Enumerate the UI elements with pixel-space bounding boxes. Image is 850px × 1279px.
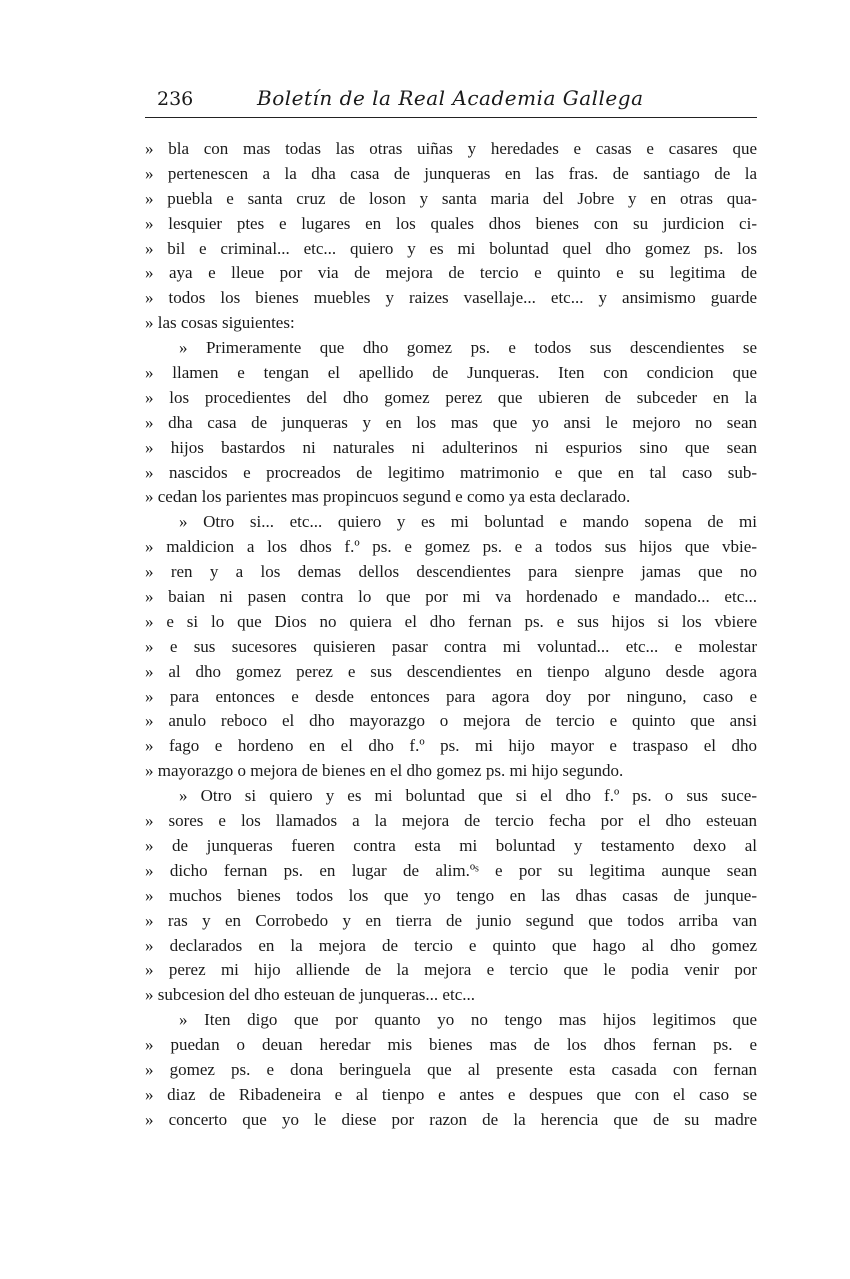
text-line: » gomez ps. e dona beringuela que al presente esta casada con fernan [145, 1059, 757, 1079]
text-line: » bil e criminal... etc... quiero y es mi boluntad quel dho gomez ps. los [145, 238, 757, 258]
text-line: » e sus sucesores quisieren pasar contra mi voluntad... etc... e molestar [145, 636, 757, 656]
text-line: » al dho gomez perez e sus descendientes en tienpo alguno desde agora [145, 661, 757, 681]
text-line: » puedan o deuan heredar mis bienes mas de los dhos fernan ps. e [145, 1035, 757, 1055]
text-line: » Otro si... etc... quiero y es mi boluntad e mando sopena de mi [179, 512, 757, 532]
text-line: » bla con mas todas las otras uiñas y heredades e casas e casares que [145, 139, 757, 158]
text-line: » las cosas siguientes: [145, 313, 295, 333]
text-line: » fago e hordeno en el dho f.º ps. mi hijo mayor e traspaso el dho [145, 736, 757, 756]
text-line: » mayorazgo o mejora de bienes en el dho gomez ps. mi hijo segundo. [145, 761, 624, 781]
text-line: » e si lo que Dios no quiera el dho fernan ps. e sus hijos si los vbiere [145, 611, 757, 631]
page-header [145, 86, 757, 116]
text-line: » hijos bastardos ni naturales ni adulterinos ni espurios sino que sean [145, 437, 757, 457]
body-text [145, 137, 757, 1133]
running-title: Boletín de la Real Academia Gallega [257, 86, 644, 110]
text-line: » puebla e santa cruz de loson y santa maria del Jobre y en otras qua- [145, 188, 757, 208]
text-line: » dicho fernan ps. en lugar de alim.ºˢ e por su legitima aunque sean [145, 860, 757, 880]
text-line: » anulo reboco el dho mayorazgo o mejora de tercio e quinto que ansi [145, 711, 757, 731]
text-line: » concerto que yo le diese por razon de la herencia que de su madre [145, 1109, 757, 1129]
text-line: » declarados en la mejora de tercio e quinto que hago al dho gomez [145, 935, 757, 955]
text-line: » baian ni pasen contra lo que por mi va hordenado e mandado... etc... [145, 587, 757, 607]
text-line: » ren y a los demas dellos descendientes para sienpre jamas que no [145, 562, 757, 582]
text-line: » ras y en Corrobedo y en tierra de junio segund que todos arriba van [145, 910, 757, 930]
text-line: » maldicion a los dhos f.º ps. e gomez ps. e a todos sus hijos que vbie- [145, 537, 757, 557]
text-line: » subcesion del dho esteuan de junqueras... etc... [145, 985, 475, 1005]
text-line: » pertenescen a la dha casa de junqueras en las fras. de santiago de la [145, 163, 757, 183]
text-line: » diaz de Ribadeneira e al tienpo e antes e despues que con el caso se [145, 1084, 757, 1104]
text-line: » los procedientes del dho gomez perez que ubieren de subceder en la [145, 387, 757, 407]
text-line: » nascidos e procreados de legitimo matrimonio e que en tal caso sub- [145, 462, 757, 482]
text-line: » aya e lleue por via de mejora de tercio e quinto e su legitima de [145, 263, 757, 283]
text-line: » para entonces e desde entonces para agora doy por ninguno, caso e [145, 686, 757, 706]
text-line: » Primeramente que dho gomez ps. e todos sus descendientes se [179, 338, 757, 358]
text-line: » lesquier ptes e lugares en los quales dhos bienes con su jurdicion ci- [145, 213, 757, 233]
text-line: » cedan los parientes mas propincuos segund e como ya esta declarado. [145, 487, 631, 507]
page-number: 236 [157, 88, 194, 110]
header-rule [145, 117, 757, 118]
text-line: » llamen e tengan el apellido de Junqueras. Iten con condicion que [145, 363, 757, 383]
text-line: » perez mi hijo alliende de la mejora e tercio que le podia venir por [145, 960, 757, 980]
text-line: » Otro si quiero y es mi boluntad que si el dho f.º ps. o sus suce- [179, 786, 757, 806]
text-line: » dha casa de junqueras y en los mas que yo ansi le mejoro no sean [145, 412, 757, 432]
text-line: » todos los bienes muebles y raizes vasellaje... etc... y ansimismo guarde [145, 288, 757, 308]
text-line: » de junqueras fueren contra esta mi boluntad y testamento dexo al [145, 835, 757, 855]
text-line: » sores e los llamados a la mejora de tercio fecha por el dho esteuan [145, 811, 757, 831]
text-line: » muchos bienes todos los que yo tengo en las dhas casas de junque- [145, 885, 757, 905]
text-line: » Iten digo que por quanto yo no tengo mas hijos legitimos que [179, 1010, 757, 1030]
